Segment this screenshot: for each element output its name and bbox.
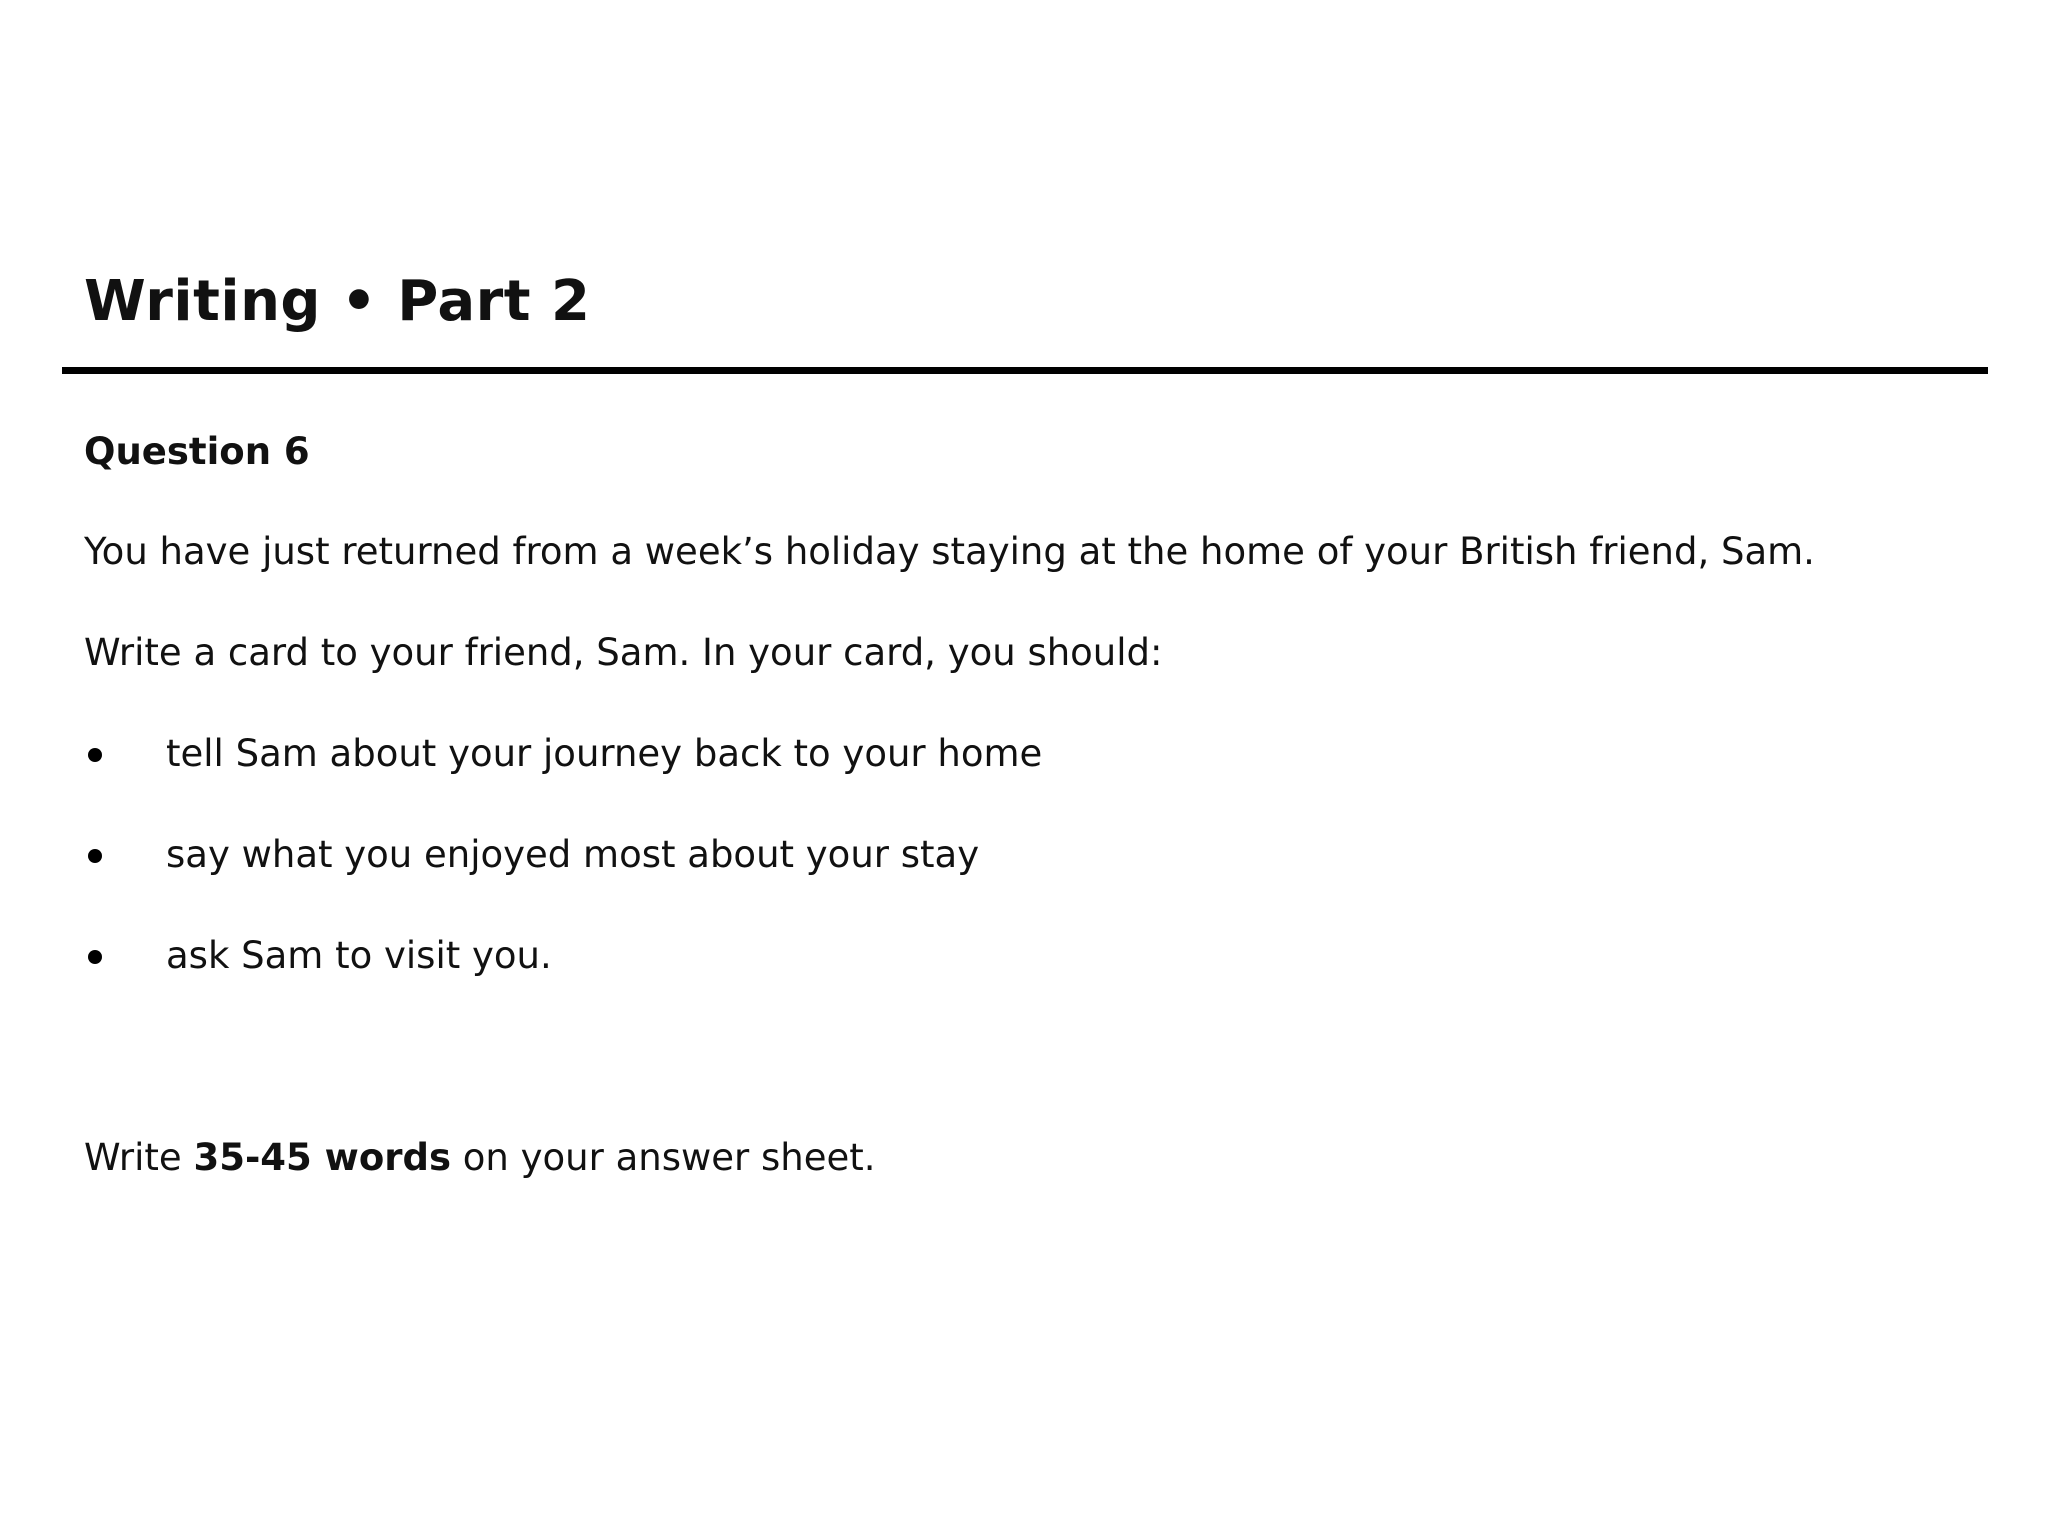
- task-text: say what you enjoyed most about your stay: [166, 833, 980, 876]
- bullet-icon: [88, 849, 102, 863]
- bullet-icon: [88, 748, 102, 762]
- task-text: tell Sam about your journey back to your home: [166, 732, 1043, 775]
- instruction-suffix: on your answer sheet.: [451, 1136, 876, 1179]
- title-divider: [62, 367, 1988, 374]
- intro-paragraph: You have just returned from a week’s holiday staying at the home of your British friend, Sam.: [84, 530, 1815, 573]
- bullet-icon: [88, 950, 102, 964]
- word-count: 35-45 words: [193, 1136, 452, 1179]
- instruction-prefix: Write: [84, 1136, 194, 1179]
- task-prompt: Write a card to your friend, Sam. In your card, you should:: [84, 631, 1163, 674]
- question-label: Question 6: [84, 430, 310, 473]
- word-count-instruction: [84, 1136, 876, 1180]
- task-text: ask Sam to visit you.: [166, 934, 552, 977]
- page-title: Writing • Part 2: [84, 269, 591, 334]
